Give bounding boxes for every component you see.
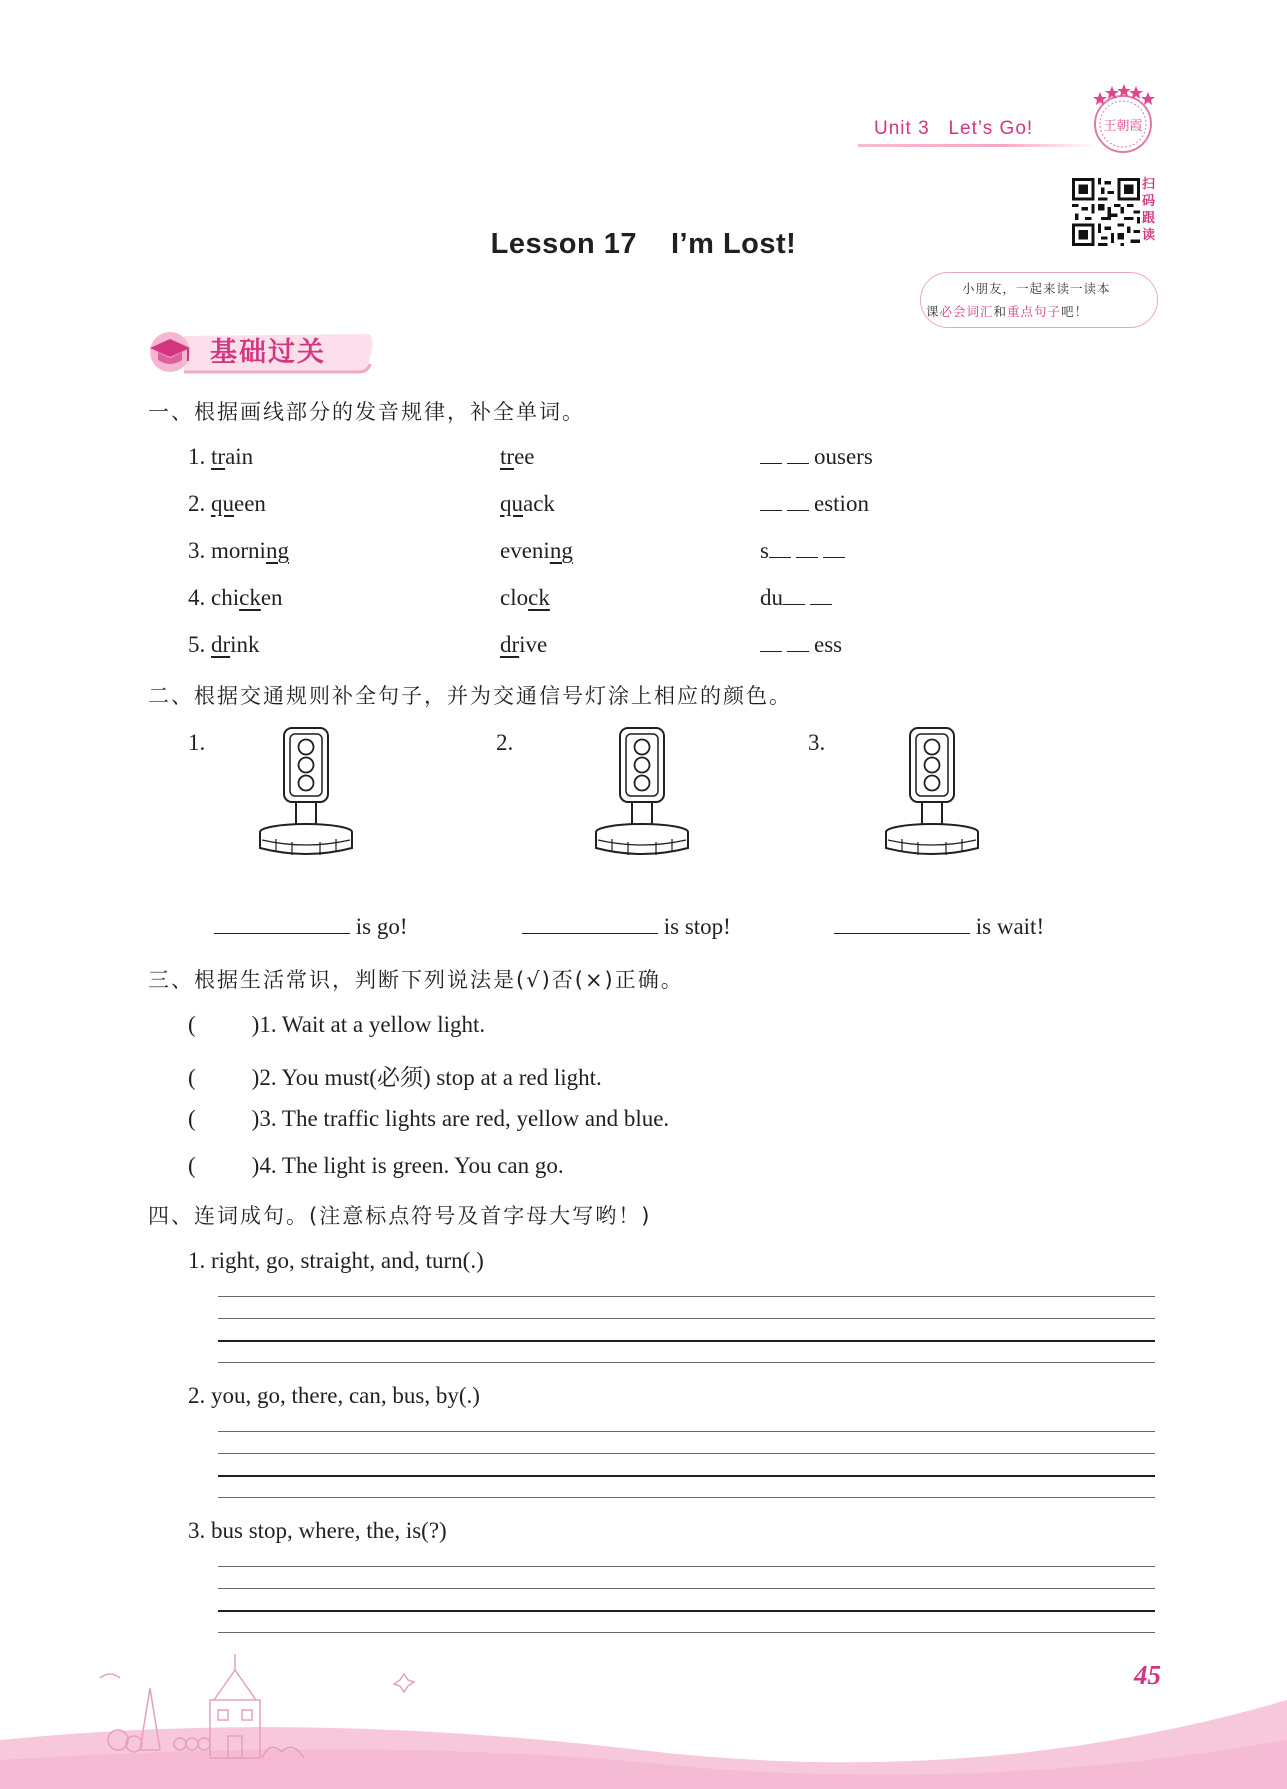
writing-line[interactable] <box>218 1566 1155 1567</box>
letter-blank[interactable] <box>787 494 809 511</box>
lesson-name: I’m Lost! <box>671 228 797 260</box>
writing-line[interactable] <box>218 1632 1155 1633</box>
word-part: du <box>760 585 783 610</box>
bubble-highlight-sentences: 重点句子 <box>1007 304 1062 319</box>
bubble-text: 吧！ <box>1061 304 1089 319</box>
statement-text: 3. The traffic lights are red, yellow and blue. <box>259 1106 670 1131</box>
writing-line[interactable] <box>218 1610 1155 1612</box>
word-order-prompt: 2. you, go, there, can, bus, by(.) <box>188 1383 480 1408</box>
letter-blank[interactable] <box>783 588 805 605</box>
banner-title: 基础过关 <box>210 337 326 368</box>
word-order-prompt: 3. bus stop, where, the, is(?) <box>188 1518 447 1543</box>
answer-blank[interactable] <box>214 917 350 934</box>
sentence-text: is go! <box>355 914 408 939</box>
letter-blank[interactable] <box>787 447 809 464</box>
seal-text: 王朝霞 <box>1103 119 1143 134</box>
footer-decoration <box>0 1640 1287 1789</box>
underlined-part: dr <box>211 632 231 657</box>
row-number: 2. <box>188 491 206 516</box>
row-number: 3. <box>188 538 206 563</box>
bubble-line-1: 小朋友，一起来读一读本 <box>962 281 1111 296</box>
qr-caption-char: 读 <box>1142 228 1156 243</box>
section3-title: 三、根据生活常识，判断下列说法是(√)否(×)正确。 <box>148 968 684 992</box>
answer-paren-open[interactable]: ( <box>188 1153 196 1178</box>
letter-blank[interactable] <box>796 541 818 558</box>
writing-line[interactable] <box>218 1296 1155 1297</box>
traffic-light-icon[interactable] <box>254 726 358 858</box>
unit-number: Unit 3 <box>874 118 930 139</box>
fill-in-word <box>760 538 850 564</box>
fill-in-word <box>760 632 842 658</box>
graduation-cap-icon <box>150 332 190 372</box>
word-part: chi <box>211 585 240 610</box>
unit-underline <box>858 144 1098 147</box>
example-word-2 <box>500 585 550 611</box>
row-number: 4. <box>188 585 206 610</box>
example-word-2 <box>500 538 573 564</box>
writing-line[interactable] <box>218 1340 1155 1342</box>
answer-paren-open[interactable]: ( <box>188 1012 196 1037</box>
row-number: 1. <box>188 444 206 469</box>
word-part: ack <box>523 491 555 516</box>
qr-caption-char: 码 <box>1142 194 1156 209</box>
judgement-item <box>188 1012 485 1038</box>
section4-title: 四、连词成句。(注意标点符号及首字母大写哟！) <box>148 1204 652 1228</box>
word-part: eveni <box>500 538 550 563</box>
underlined-part: ck <box>528 585 550 610</box>
sentence-text: is wait! <box>975 914 1045 939</box>
traffic-item-number: 3. <box>808 730 826 755</box>
writing-line[interactable] <box>218 1497 1155 1498</box>
answer-paren-close: ) <box>251 1106 260 1131</box>
traffic-sentence-2 <box>522 914 731 940</box>
example-word-1 <box>188 538 289 564</box>
example-word-2 <box>500 444 534 470</box>
writing-line[interactable] <box>218 1431 1155 1432</box>
writing-line[interactable] <box>218 1588 1155 1589</box>
letter-blank[interactable] <box>787 635 809 652</box>
underlined-part: qu <box>500 491 523 516</box>
traffic-item-number: 1. <box>188 730 206 755</box>
word-order-prompt: 1. right, go, straight, and, turn(.) <box>188 1248 484 1273</box>
fill-in-word <box>760 444 873 470</box>
letter-blank[interactable] <box>760 494 782 511</box>
word-part: en <box>260 585 283 610</box>
judgement-item <box>188 1106 669 1132</box>
answer-paren-open[interactable]: ( <box>188 1065 196 1090</box>
statement-text: 2. You must(必须) stop at a red light. <box>259 1065 602 1090</box>
qr-caption-char: 扫 <box>1142 177 1156 192</box>
word-part: een <box>234 491 266 516</box>
answer-paren-close: ) <box>251 1012 260 1037</box>
unit-title: Let’s Go! <box>948 118 1034 139</box>
traffic-sentence-1 <box>214 914 408 940</box>
example-word-2 <box>500 632 547 658</box>
page-number: 45 <box>1134 1660 1161 1690</box>
traffic-sentence-3 <box>834 914 1044 940</box>
letter-blank[interactable] <box>769 541 791 558</box>
example-word-1 <box>188 491 266 517</box>
bubble-line-2 <box>926 302 1088 320</box>
underlined-part: ng <box>265 538 289 563</box>
word-part: estion <box>814 491 869 516</box>
answer-blank[interactable] <box>834 917 970 934</box>
answer-paren-close: ) <box>251 1153 260 1178</box>
fill-in-word <box>760 585 837 611</box>
letter-blank[interactable] <box>760 447 782 464</box>
statement-text: 1. Wait at a yellow light. <box>259 1012 486 1037</box>
word-part: morni <box>211 538 266 563</box>
bubble-text: 和 <box>993 304 1008 319</box>
underlined-part: dr <box>500 632 520 657</box>
section2-title: 二、根据交通规则补全句子，并为交通信号灯涂上相应的颜色。 <box>148 684 792 708</box>
traffic-light-icon[interactable] <box>590 726 694 858</box>
traffic-light-icon[interactable] <box>880 726 984 858</box>
section1-title: 一、根据画线部分的发音规律，补全单词。 <box>148 400 585 424</box>
statement-text: 4. The light is green. You can go. <box>259 1153 564 1178</box>
answer-paren-close: ) <box>251 1065 260 1090</box>
judgement-item <box>188 1059 602 1092</box>
brand-seal-icon <box>1086 82 1160 156</box>
bubble-highlight-vocab: 必会词汇 <box>939 304 994 319</box>
example-word-2 <box>500 491 555 517</box>
sentence-text: is stop! <box>663 914 731 939</box>
unit-label <box>874 118 1033 140</box>
letter-blank[interactable] <box>760 635 782 652</box>
underlined-part: tr <box>211 444 226 469</box>
qr-caption-char: 跟 <box>1142 211 1156 226</box>
example-word-1 <box>188 585 283 611</box>
bubble-text: 课 <box>926 304 940 319</box>
writing-line[interactable] <box>218 1362 1155 1363</box>
answer-paren-open[interactable]: ( <box>188 1106 196 1131</box>
word-part: ess <box>814 632 843 657</box>
example-word-1 <box>188 632 260 658</box>
letter-blank[interactable] <box>810 588 832 605</box>
word-part: ink <box>230 632 260 657</box>
word-part: ousers <box>814 444 873 469</box>
word-part: ain <box>225 444 254 469</box>
traffic-item-number: 2. <box>496 730 514 755</box>
underlined-part: qu <box>211 491 234 516</box>
word-part: ee <box>514 444 535 469</box>
underlined-part: ng <box>549 538 573 563</box>
judgement-item <box>188 1153 564 1179</box>
letter-blank[interactable] <box>823 541 845 558</box>
fill-in-word <box>760 491 869 517</box>
lesson-number: Lesson 17 <box>490 228 637 260</box>
writing-line[interactable] <box>218 1318 1155 1319</box>
lesson-title <box>0 228 1287 261</box>
word-part: ive <box>519 632 548 657</box>
answer-blank[interactable] <box>522 917 658 934</box>
word-part: s <box>760 538 769 563</box>
example-word-1 <box>188 444 253 470</box>
underlined-part: tr <box>500 444 515 469</box>
writing-line[interactable] <box>218 1475 1155 1477</box>
row-number: 5. <box>188 632 206 657</box>
underlined-part: ck <box>239 585 261 610</box>
word-part: clo <box>500 585 529 610</box>
writing-line[interactable] <box>218 1453 1155 1454</box>
